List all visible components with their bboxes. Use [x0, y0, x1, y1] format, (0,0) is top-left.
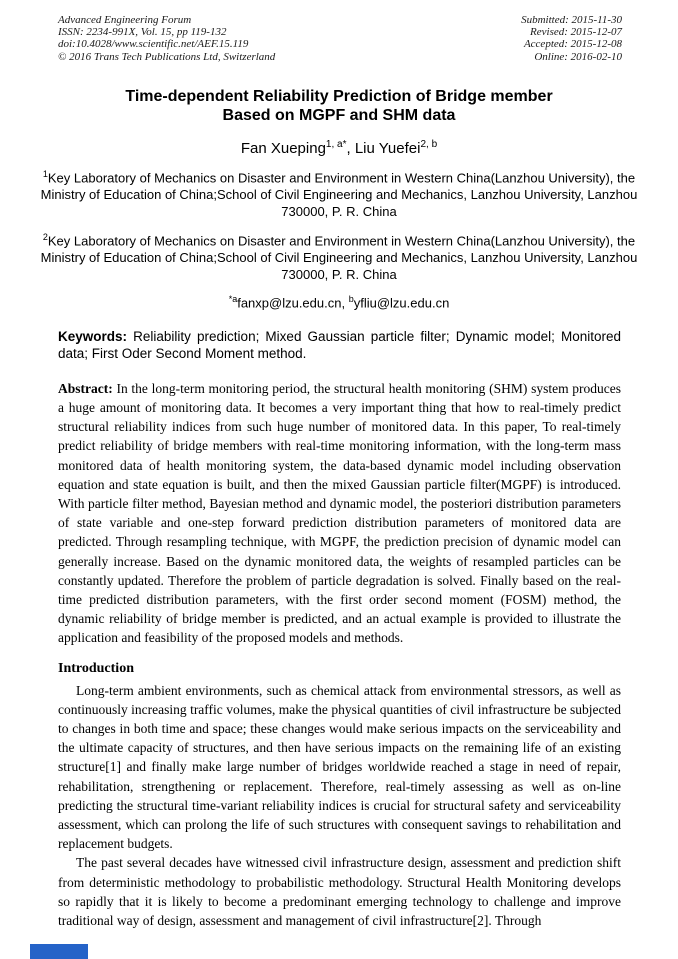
- emails-separator: ,: [341, 295, 349, 311]
- paper-title-line-1: Time-dependent Reliability Prediction of Bridge member: [125, 87, 553, 105]
- email-2-address: yfliu@lzu.edu.cn: [353, 295, 450, 311]
- revised-date: Revised: 2015-12-07: [530, 26, 622, 39]
- author-2-superscript: 2, b: [420, 138, 438, 150]
- paper-title: [40, 87, 638, 126]
- intro-paragraph-1: Long-term ambient environments, such as chemical attack from environmental stressors, as well as continuously increasing traffic volumes, make the physical quantities of civil infrastructure be subjected to changes in both time and space; these changes would make serious impacts on the serviceability and the ultimate capacity of structures, and then have serious impacts on the remaining life of an existing structure[1] and finally make large number of bridges worldwide reached a stage in need of repair, rehabilitation, strengthening or replacement. Therefore, real-timely assessing as well as on-line predicting the structural time-variant reliability indices is crucial for structural safety and serviceability assessment, which can prolong the life of such structures with consequent savings to rehabilitation and replacement budgets.: [58, 682, 621, 852]
- abstract-label: Abstract:: [58, 380, 113, 396]
- email-1-superscript: *a: [228, 294, 238, 305]
- affiliation-1-text: Key Laboratory of Mechanics on Disaster and Environment in Western China(Lanzhou University), the Ministry of Education of China;School of Civil Engineering and Mechanics, Lanzhou University, Lanzhou 730000, P. R. China: [40, 170, 638, 220]
- journal-name: Advanced Engineering Forum: [58, 14, 192, 26]
- journal-header: [58, 14, 622, 63]
- section-heading-introduction: Introduction: [58, 660, 134, 676]
- author-1-superscript: 1, a*: [325, 138, 347, 150]
- submitted-date: Submitted: 2015-11-30: [521, 14, 622, 26]
- keywords-text: Reliability prediction; Mixed Gaussian particle filter; Dynamic model; Monitored data; First Oder Second Moment method.: [58, 328, 621, 362]
- affiliation-2-superscript: 2: [42, 232, 48, 243]
- authors-line: [0, 139, 678, 157]
- emails-line: [0, 294, 678, 310]
- accepted-date: Accepted: 2015-12-08: [523, 38, 622, 51]
- abstract-text: In the long-term monitoring period, the structural health monitoring (SHM) system produces a huge amount of monitoring data. It becomes a very important thing that how to real-timely predict structural reliability indices from such huge number of monitored data. In this paper, To real-timely predict reliability of bridge members with real-time monitoring information, with the long-term mass monitored data of health monitoring system, the data-based dynamic model including observation equation and state equation is built, and then the mixed Gaussian particle filter(MGPF) is introduced. With particle filter method, Bayesian method and dynamic model, the posteriori distribution parameters of state variable and one-step forward prediction distribution parameters of monitored data are predicted. Through resampling technique, with MGPF, the prediction precision of dynamic model can generally increase. Based on the dynamic monitored data, the weights of resampled particles can be constantly updated. Therefore the problem of particle degradation is solved. Finally based on the real-time predicted distribution parameters, with the first order second moment (FOSM) method, the dynamic reliability of bridge member is predicted, and an actual example is provided to illustrate the application and feasibility of the proposed models and methods.: [58, 380, 622, 646]
- doi-line: doi:10.4028/www.scientific.net/AEF.15.119: [58, 38, 249, 51]
- submission-dates-block: [521, 14, 622, 63]
- email-2-superscript: b: [348, 294, 354, 305]
- authors-separator: ,: [346, 139, 355, 157]
- email-1-address: fanxp@lzu.edu.cn: [237, 295, 342, 311]
- bottom-left-blue-bar: [30, 944, 88, 959]
- keywords-label: Keywords:: [58, 328, 128, 344]
- affiliation-1: [36, 166, 642, 220]
- intro-paragraph-2: The past several decades have witnessed civil infrastructure design, assessment and prediction shift from deterministic methodology to probabilistic methodology. Structural Health Monitoring develops so rapidly that it is likely to become a predominant emerging technology to challenge and improve traditional way of design, assessment and management of civil infrastructure[2]. Through: [58, 855, 621, 929]
- paper-title-line-2: Based on MGPF and SHM data: [222, 107, 456, 125]
- author-1-name: Fan Xueping: [240, 139, 326, 157]
- affiliation-2: [36, 229, 642, 283]
- abstract-paragraph: [58, 379, 621, 648]
- affiliation-1-superscript: 1: [42, 168, 48, 179]
- keywords-paragraph: [58, 328, 621, 363]
- journal-info-block: [58, 14, 275, 63]
- issn-volume-line: ISSN: 2234-991X, Vol. 15, pp 119-132: [58, 26, 227, 39]
- copyright-line: © 2016 Trans Tech Publications Ltd, Switzerland: [58, 50, 276, 63]
- online-date: Online: 2016-02-10: [534, 50, 622, 63]
- author-2-name: Liu Yuefei: [354, 139, 421, 157]
- affiliation-2-text: Key Laboratory of Mechanics on Disaster and Environment in Western China(Lanzhou University), the Ministry of Education of China;School of Civil Engineering and Mechanics, Lanzhou University, Lanzhou 730000, P. R. China: [40, 233, 638, 283]
